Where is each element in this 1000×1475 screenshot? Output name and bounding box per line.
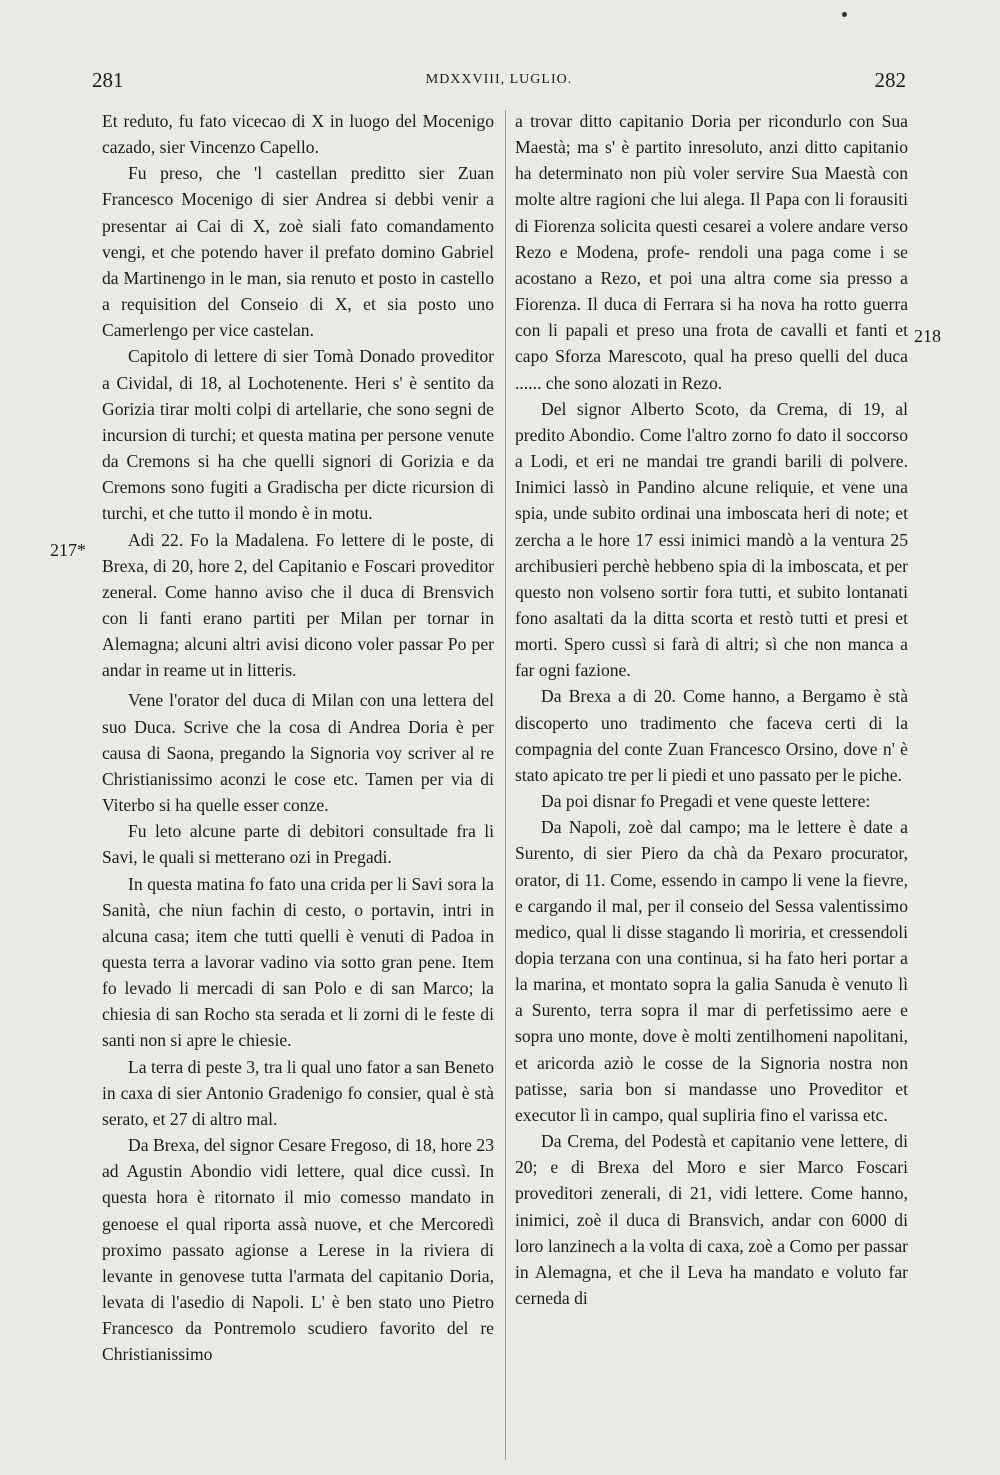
- running-title: MDXXVIII, LUGLIO.: [425, 72, 573, 87]
- margin-note-right: 218: [914, 326, 941, 346]
- paragraph: Da Crema, del Podestà et capitanio vene lettere, di 20; e di Brexa del Moro e sier Marco Foscari proveditori zenerali, di 21, vidi lettere. Come hanno, inimici, zoè il duca di Bransvich, andar con 6000 di loro lanzinech a la volta di caxa, zoè a Como per passar in Alemagna, et che il Leva ha mandato e voluto far cerneda di: [515, 1131, 908, 1309]
- paragraph: Fu leto alcune parte di debitori consultade fra li Savi, le quali si metterano ozi in Pregadi.: [102, 821, 494, 868]
- paragraph: Del signor Alberto Scoto, da Crema, di 19, al predito Abondio. Come l'altro zorno fo dato il soccorso a Lodi, et eri ne mandai tre grandi barili di polvere. Inimici lassò in Pandino alcune reliquie, et vene una spia, unde subito ordinai una imboscata heri di note; et zercha a le hore 17 essi inimici mandò a la ventura 25 archibusieri perchè hebbeno spia di la imboscata, et per questo non volseno sortir fora tutti, et subito lontanati fono asaltati da la ditta scorta et restò tutti et presi et morti. Spero cussì si farà di altri; sì che non manca a far ogni fazione.: [515, 398, 908, 681]
- ink-speck: [842, 12, 847, 17]
- page-number-left: 281: [92, 68, 124, 92]
- running-header: [92, 68, 906, 102]
- column-divider: [505, 110, 506, 1460]
- paragraph: a trovar ditto capitanio Doria per ricondurlo con Sua Maestà; ma s' è partito inresoluto, anzi ditto capitanio ha determinato non più voler servire Sua Maestà con molte altre ragioni che lui alega. Il Papa con li forausiti di Fiorenza solicita questi cesarei a volere andare verso Rezo e Modena, profe- rendoli una paga come i se acostano a Rezo, et poi una altra come sia presso a Fiorenza. Il duca di Ferrara si ha nova ha rotto guerra con li papali et preso una frota de cavalli et fanti et capo Sforza Marescoto, qual ha preso quelli del duca ...... che sono alozati in Rezo.: [515, 111, 908, 393]
- paragraph: In questa matina fo fato una crida per li Savi sora la Sanità, che niun fachin di cesto, o portavin, intri in alcuna casa; item che tutti quelli è venuti di Padoa in questa terra a lavorar vadino via sotto gran pene. Item fo levado li mercadi di san Polo e di san Marco; la chiesia di san Rocho sta serada et li zorni di le feste di santi non si apre le chiesie.: [102, 873, 494, 1051]
- paragraph: Adi 22. Fo la Madalena. Fo lettere di le poste, di Brexa, di 20, hore 2, del Capitanio e Foscari proveditor zeneral. Come hanno aviso che il duca di Brensvich con li fanti erano partiti per Milan per tornar in Alemagna; alcuni altri avisi dicono voler passar Po per andar in reame ut in litteris.: [102, 529, 494, 681]
- paragraph: Fu preso, che 'l castellan preditto sier Zuan Francesco Mocenigo di sier Andrea si debbi venir a presentar ai Cai di X, zoè siali fato comandamento vengi, et che potendo haver il prefato domino Gabriel da Martinengo in le man, sia renuto et posto in castello a requisition del Conseio di X, et sia posto uno Camerlengo per vice castelan.: [102, 163, 494, 341]
- paragraph: Vene l'orator del duca di Milan con una lettera del suo Duca. Scrive che la cosa di Andrea Doria è per causa di Saona, pregando la Signoria voy scriver al re Christianissimo aconzi le cose etc. Tamen per via di Viterbo si ha quelle esser conze.: [102, 690, 494, 816]
- margin-note-left: 217*: [50, 540, 86, 560]
- paragraph: Da poi disnar fo Pregadi et vene queste lettere:: [541, 791, 871, 812]
- page-number-right: 282: [874, 68, 906, 92]
- paragraph: Da Napoli, zoè dal campo; ma le lettere è date a Surento, di sier Piero da chà da Pexaro procurator, orator, di 11. Come, essendo in campo li vene la fievre, e cargando il mal, per il conseio del Sessa valentissimo medico, qual li disse stagando lì moriria, et cressendoli dopia terzana con una continua, si ha fato heri portar a la marina, et montato sopra la galia Sanuda è venuto lì a Surento, terra sopra il mar di perfetissimo aere e sopra uno monte, dove è molti zentilhomeni napolitani, et aricorda aziò le cosse de la Signoria nostra non patisse, saria bon si mandasse uno Proveditor et executor lì in campo, qual supliria fino el varissa etc.: [515, 817, 908, 1125]
- paragraph: Capitolo di lettere di sier Tomà Donado proveditor a Cividal, di 18, al Lochotenente. Heri s' è sentito da Gorizia tirar molti colpi di artellarie, che sono segni de incursion di turchi; et questa matina per persone venute da Cremons si ha che quelli signori di Gorizia e da Cremons sono fugiti a Gradischa per dicte ricursion di turchi, et che tutto il mondo è in motu.: [102, 346, 494, 524]
- paragraph: Da Brexa, del signor Cesare Fregoso, di 18, hore 23 ad Agustin Abondio vidi lettere, qual dice cussì. In questa hora è ritornato il mio comesso mandato in genoese el qual riporta assà nuove, et che Mercoredì proximo passato agionse a Lerese in la riviera di levante in genovese tutta l'armata del capitanio Doria, levata di l'asedio di Napoli. L' è ben stato uno Pietro Francesco da Pontremolo scudiero favorito del re Christianissimo: [102, 1135, 494, 1365]
- paragraph: Da Brexa a di 20. Come hanno, a Bergamo è stà discoperto uno tradimento che faceva certi di la compagnia del conte Zuan Francesco Orsino, dove n' è stato apicato tre per li piedi et uno passato per le piche.: [515, 686, 908, 785]
- right-column: [515, 108, 908, 1311]
- left-column: [102, 108, 494, 1368]
- paragraph: Et reduto, fu fato vicecao di X in luogo del Mocenigo cazado, sier Vincenzo Capello.: [102, 111, 494, 158]
- paragraph: La terra di peste 3, tra li qual uno fator a san Beneto in caxa di sier Antonio Gradenigo fo consier, qual è stà serato, et 27 di altro mal.: [102, 1056, 494, 1129]
